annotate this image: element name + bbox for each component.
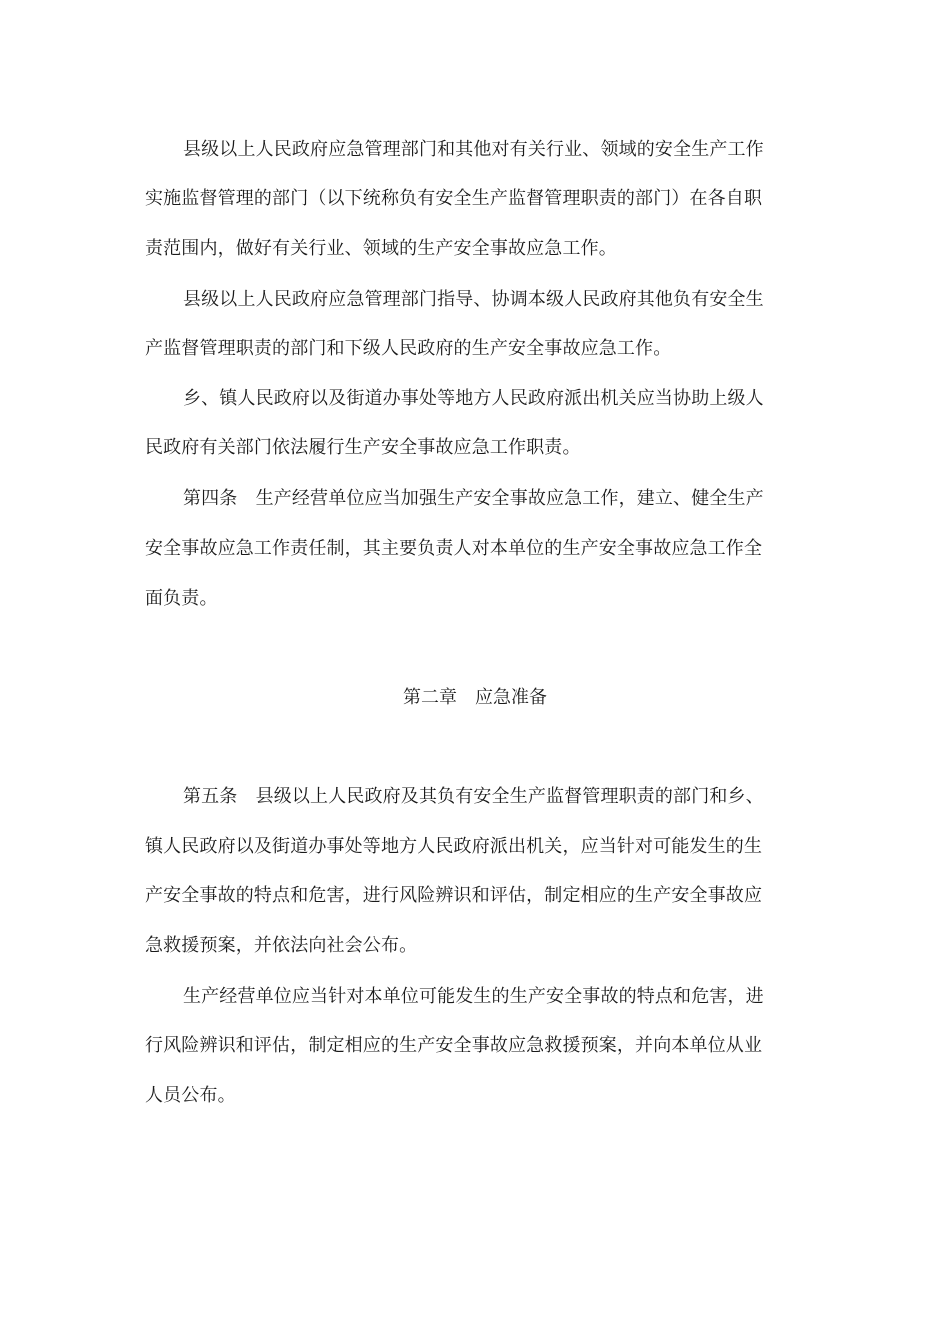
paragraph-6-line-3: 人员公布。	[145, 1085, 236, 1106]
article-4-line-1: 第四条 生产经营单位应当加强生产安全事故应急工作，建立、健全生产	[183, 488, 764, 509]
article-5-line-2: 镇人民政府以及街道办事处等地方人民政府派出机关，应当针对可能发生的生	[145, 836, 763, 857]
paragraph-1-line-2: 实施监督管理的部门（以下统称负有安全生产监督管理职责的部门）在各自职	[145, 188, 763, 209]
paragraph-6-line-1: 生产经营单位应当针对本单位可能发生的生产安全事故的特点和危害，进	[183, 986, 764, 1007]
paragraph-2-line-1: 县级以上人民政府应急管理部门指导、协调本级人民政府其他负有安全生	[183, 289, 764, 310]
paragraph-6-line-2: 行风险辨识和评估，制定相应的生产安全事故应急救援预案，并向本单位从业	[145, 1035, 763, 1056]
article-4-line-3: 面负责。	[145, 588, 218, 609]
article-5-line-4: 急救援预案，并依法向社会公布。	[145, 935, 418, 956]
chapter-heading: 第二章 应急准备	[403, 687, 547, 708]
paragraph-3-line-2: 民政府有关部门依法履行生产安全事故应急工作职责。	[145, 437, 581, 458]
paragraph-1-line-3: 责范围内，做好有关行业、领域的生产安全事故应急工作。	[145, 238, 617, 259]
article-5-line-1: 第五条 县级以上人民政府及其负有安全生产监督管理职责的部门和乡、	[183, 786, 764, 807]
paragraph-1-line-1: 县级以上人民政府应急管理部门和其他对有关行业、领域的安全生产工作	[183, 139, 764, 160]
article-4-line-2: 安全事故应急工作责任制，其主要负责人对本单位的生产安全事故应急工作全	[145, 538, 763, 559]
paragraph-3-line-1: 乡、镇人民政府以及街道办事处等地方人民政府派出机关应当协助上级人	[183, 388, 764, 409]
article-5-line-3: 产安全事故的特点和危害，进行风险辨识和评估，制定相应的生产安全事故应	[145, 885, 763, 906]
paragraph-2-line-2: 产监督管理职责的部门和下级人民政府的生产安全事故应急工作。	[145, 338, 672, 359]
